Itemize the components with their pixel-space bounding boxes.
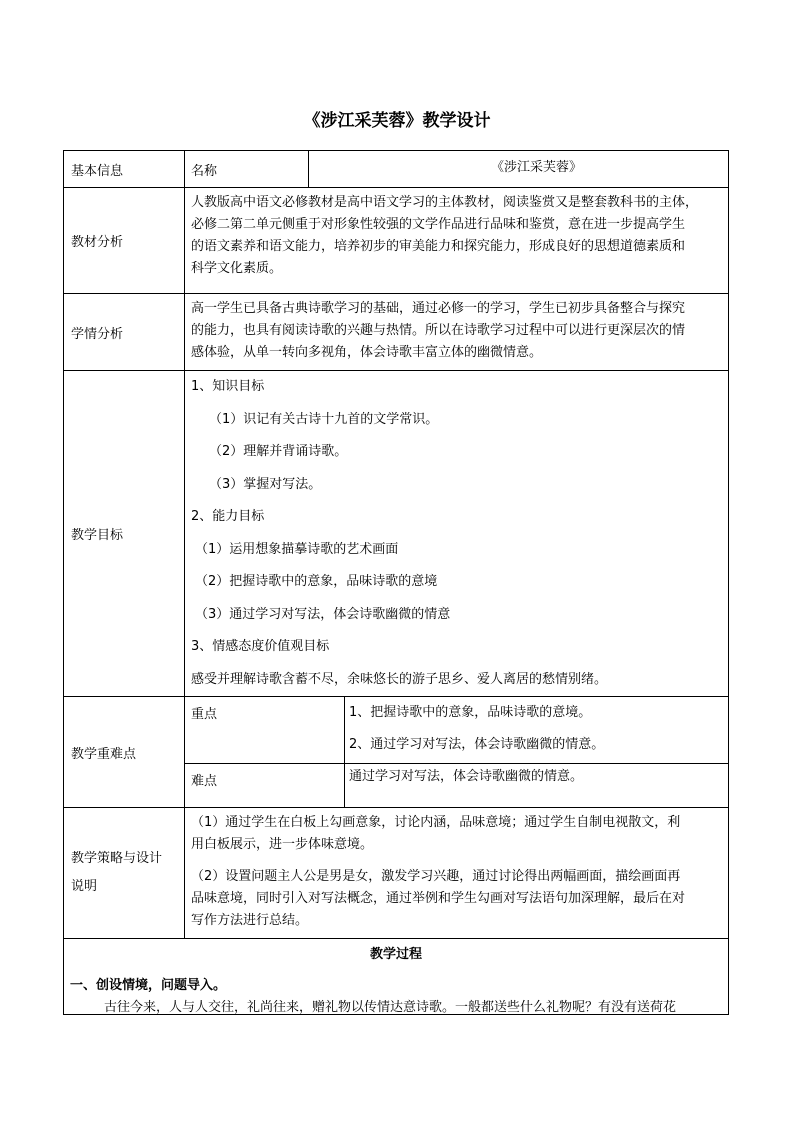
strategy-label-line: 教学策略与设计: [71, 851, 163, 866]
difficult-point-text: 通过学习对写法，体会诗歌幽微的情意。: [349, 769, 584, 784]
key-point-list: [345, 697, 728, 765]
text-line: 品味意境，同时引入对写法概念，通过举例和学生勾画对写法语句加深理解，最后在对: [191, 891, 686, 906]
row-learner-analysis: [64, 294, 728, 371]
text-line: 的语文素养和语文能力，培养初步的审美能力和探究能力，形成良好的思想道德素质和: [191, 239, 686, 254]
key-point-item: 1、把握诗歌中的意象，品味诗歌的意境。: [349, 705, 592, 720]
lesson-plan-table: [63, 150, 729, 1015]
goal-item: 2、能力目标: [191, 509, 265, 524]
strategy-text: [185, 808, 728, 932]
text-line: （1）通过学生在白板上勾画意象，讨论内涵，品味意境；通过学生自制电视散文，利: [191, 815, 681, 830]
name-label: 名称: [185, 151, 309, 187]
row-basic-info: [64, 151, 728, 188]
goal-item: （3）通过学习对写法，体会诗歌幽微的情意: [195, 606, 451, 622]
key-point-label: 重点: [185, 697, 345, 763]
row-strategy: [64, 808, 728, 939]
row-textbook-analysis: [64, 188, 728, 294]
name-value: 《涉江采芙蓉》: [490, 160, 582, 175]
text-line: 科学文化素质。: [191, 261, 283, 276]
key-point-item: 2、通过学习对写法，体会诗歌幽微的情意。: [349, 737, 605, 752]
teaching-goals-label: 教学目标: [64, 371, 185, 696]
basic-info-label: 基本信息: [64, 151, 185, 187]
text-line: 写作方法进行总结。: [191, 913, 309, 928]
goal-item: 3、情感态度价值观目标: [191, 639, 330, 654]
learner-analysis-text: [185, 294, 728, 364]
text-line: 用白板展示，进一步体味意境。: [191, 837, 374, 852]
text-line: 必修二第二单元侧重于对形象性较强的文学作品进行品味和鉴赏，意在进一步提高学生: [191, 217, 686, 232]
text-line: 的能力，也具有阅读诗歌的兴趣与热情。所以在诗歌学习过程中可以进行更深层次的情: [191, 323, 686, 338]
process-paragraph: 古往今来，人与人交往，礼尚往来，赠礼物以传情达意诗歌。一般都送些什么礼物呢？有没有送荷花: [104, 1000, 677, 1015]
key-points-label: 教学重难点: [64, 697, 185, 807]
learner-analysis-label: 学情分析: [64, 294, 185, 370]
goal-item: （2）把握诗歌中的意象，品味诗歌的意境: [195, 574, 438, 589]
row-teaching-goals: [64, 371, 728, 697]
name-cell: [185, 151, 728, 187]
text-line: （2）设置问题主人公是男是女，激发学习兴趣，通过讨论得出两幅画面，描绘画面再: [191, 869, 681, 884]
goal-item: （2）理解并背诵诗歌。: [209, 444, 348, 459]
goal-item: （1）识记有关古诗十九首的文学常识。: [209, 411, 439, 427]
goal-item: （1）运用想象描摹诗歌的艺术画面: [195, 541, 399, 557]
key-point-cell: [185, 697, 728, 764]
goal-item: （3）掌握对写法。: [209, 476, 322, 492]
text-line: 感体验，从单一转向多视角，体会诗歌丰富立体的幽微情意。: [191, 345, 543, 360]
textbook-analysis-label: 教材分析: [64, 188, 185, 293]
process-heading: 教学过程: [369, 947, 422, 962]
strategy-label: [64, 808, 185, 938]
goal-item: 1、知识目标: [191, 379, 265, 394]
difficult-point-cell: [185, 764, 728, 807]
textbook-analysis-text: [185, 188, 728, 280]
page-title: 《涉江采芙蓉》教学设计: [303, 111, 491, 131]
process-section-title: 一、创设情境，问题导入。: [70, 978, 227, 993]
text-line: 人教版高中语文必修教材是高中语文学习的主体教材，阅读鉴赏又是整套教科书的主体，: [191, 195, 699, 210]
difficult-point-label: 难点: [185, 764, 345, 807]
teaching-goals-list: [185, 371, 728, 696]
strategy-label-line: 说明: [71, 879, 98, 894]
goal-item: 感受并理解诗歌含蓄不尽，余味悠长的游子思乡、爱人离居的愁情别绪。: [191, 671, 608, 687]
text-line: 高一学生已具备古典诗歌学习的基础，通过必修一的学习，学生已初步具备整合与探究: [191, 301, 686, 316]
row-key-points: [64, 697, 728, 808]
